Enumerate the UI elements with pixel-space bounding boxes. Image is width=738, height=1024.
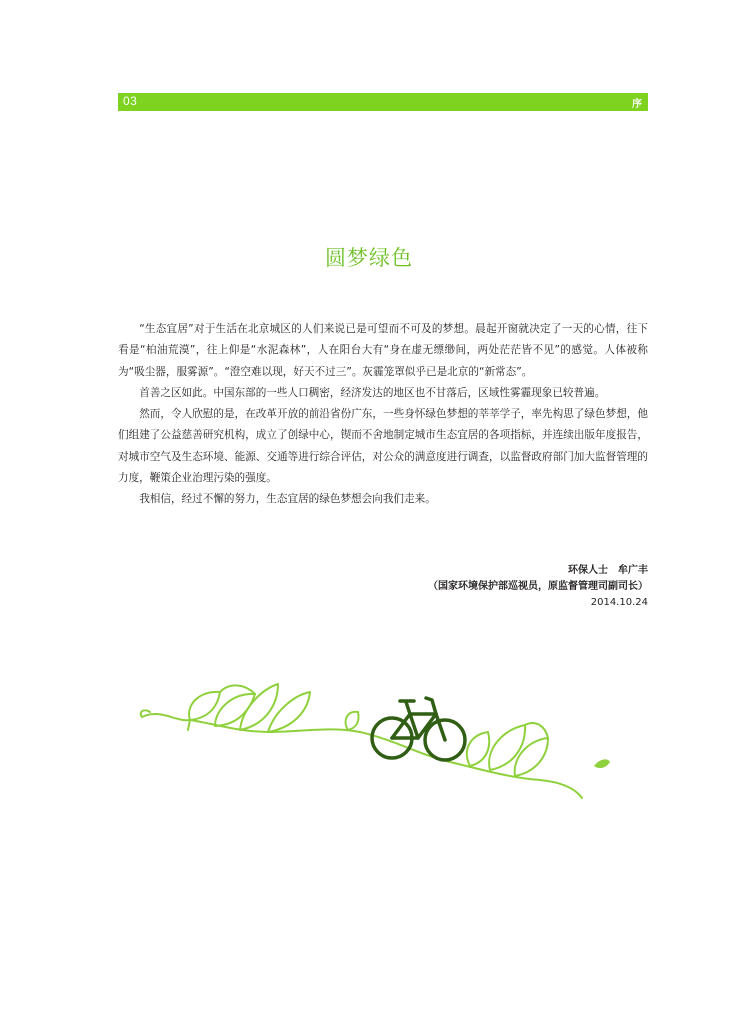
- leaf-vine-icon: [130, 670, 620, 820]
- paragraph: 首善之区如此。中国东部的一些人口稠密，经济发达的地区也不甘落后，区域性雾霾现象已较普遍。: [139, 386, 606, 399]
- bicycle-icon: [372, 698, 465, 760]
- signature-block: [360, 563, 648, 611]
- header-bar: [118, 93, 648, 111]
- signature-date: 2014.10.24: [590, 597, 648, 608]
- page-number: 03: [123, 94, 138, 108]
- signature-name: 环保人士 牟广丰: [568, 565, 648, 576]
- paragraph: 然而，令人欣慰的是，在改革开放的前沿省份广东，一些身怀绿色梦想的莘莘学子，率先构思了绿色梦想，他们组建了公益慈善研究机构，成立了创绿中心，锲而不舍地制定城市生态宜居的各项指标，并连续出版年度报告，对城市空气及生态环境、能源、交通等进行综合评估，对公众的满意度进行调查，以监督政府部门加大监督管理的力度，鞭策企业治理污染的强度。: [118, 408, 648, 485]
- page-title: 圆梦绿色: [325, 246, 413, 270]
- signature-title: （国家环境保护部巡视员，原监督管理司副司长）: [428, 581, 648, 592]
- paragraph: “生态宜居”对于生活在北京城区的人们来说已是可望而不可及的梦想。晨起开窗就决定了一天的心情，往下看是“柏油荒漠”，往上仰是“水泥森林”，人在阳台大有“身在虚无缥缈间，两处茫茫皆不见”的感觉。人体被称为“吸尘器，服雾源”。“澄空难以现，好天不过三”。灰霾笼罩似乎已是北京的“新常态”。: [118, 323, 648, 378]
- body-text: [118, 319, 648, 511]
- paragraph: 我相信，经过不懈的努力，生态宜居的绿色梦想会向我们走来。: [139, 493, 436, 506]
- section-label: 序: [632, 99, 642, 110]
